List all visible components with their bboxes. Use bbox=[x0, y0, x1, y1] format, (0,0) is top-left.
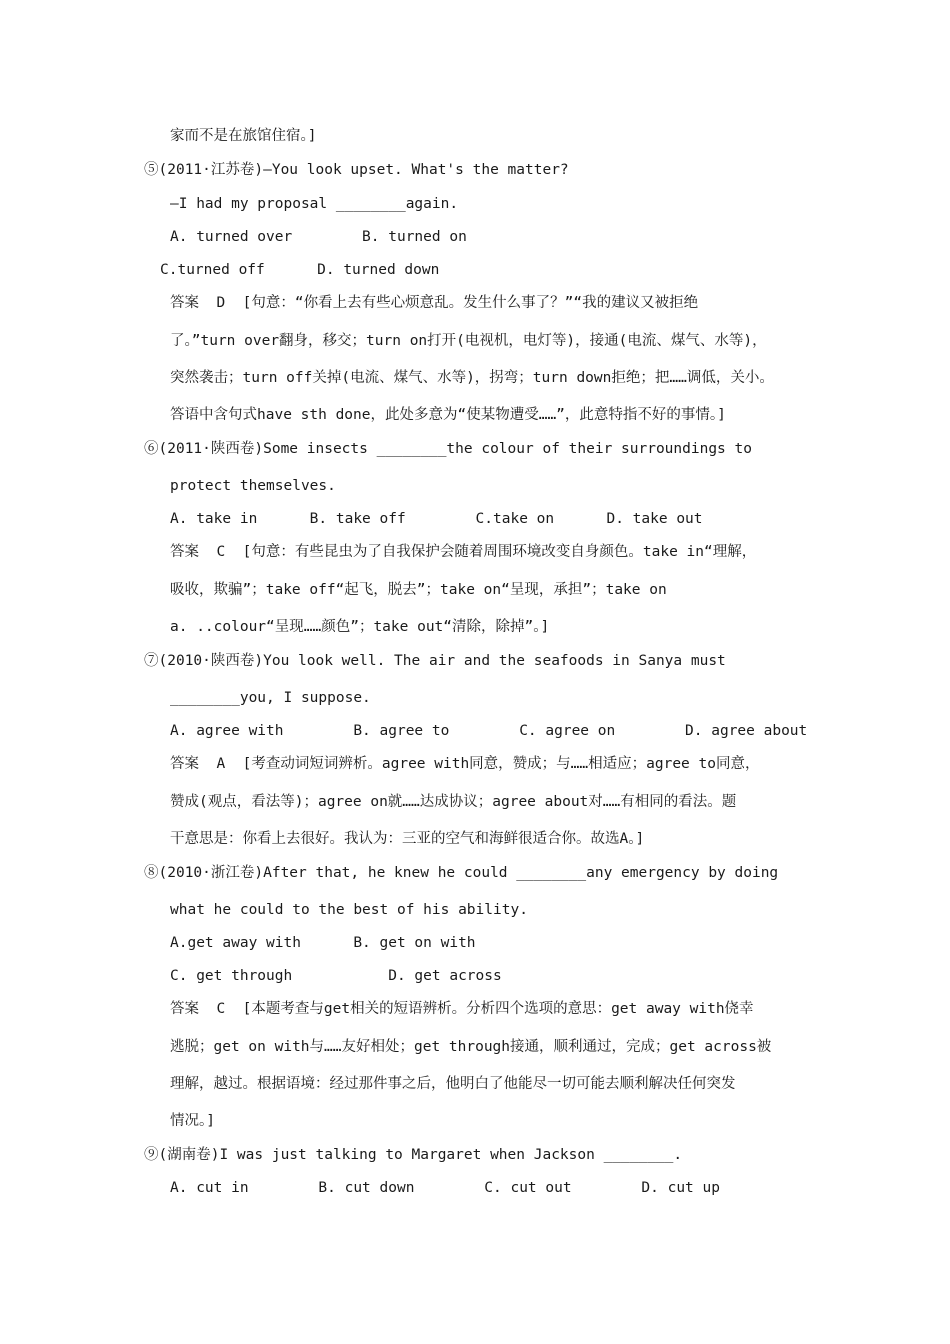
question-9-options: A. cut in B. cut down C. cut out D. cut up bbox=[170, 1180, 720, 1196]
question-5-stem: ⑤(2011·江苏卷)—You look upset. What's the matter? bbox=[144, 162, 569, 178]
question-6-options: A. take in B. take off C.take on D. take out bbox=[170, 511, 703, 527]
question-5-answer-line3: 突然袭击；turn off关掉(电流、煤气、水等)，拐弯；turn down拒绝；把……调低，关小。 bbox=[170, 370, 774, 386]
question-6-answer-line3: a. ..colour“呈现……颜色”；take out“清除，除掉”。] bbox=[170, 619, 550, 635]
question-5-answer-line4: 答语中含句式have sth done，此处多意为“使某物遭受……”，此意特指不好的事情。] bbox=[170, 407, 726, 423]
question-7-options: A. agree with B. agree to C. agree on D. agree about bbox=[170, 723, 808, 739]
question-8-stem: ⑧(2010·浙江卷)After that, he knew he could ________any emergency by doing bbox=[144, 865, 779, 881]
question-5-answer-line2: 了。”turn over翻身，移交；turn on打开(电视机，电灯等)，接通(电流、煤气、水等)， bbox=[170, 333, 767, 349]
question-7-answer-line3: 干意思是：你看上去很好。我认为：三亚的空气和海鲜很适合你。故选A。] bbox=[170, 831, 645, 847]
question-8-answer-line4: 情况。] bbox=[170, 1113, 215, 1129]
question-8-options-ab: A.get away with B. get on with bbox=[170, 935, 476, 951]
question-8-answer-line1: 答案 C [本题考查与get相关的短语辨析。分析四个选项的意思：get away with侥幸 bbox=[170, 1001, 754, 1017]
question-5-options-cd: C.turned off D. turned down bbox=[160, 262, 440, 278]
question-7-answer-line1: 答案 A [考查动词短词辨析。agree with同意，赞成；与……相适应；agree to同意， bbox=[170, 756, 760, 772]
question-8-options-cd: C. get through D. get across bbox=[170, 968, 502, 984]
question-6-answer-line1: 答案 C [句意：有些昆虫为了自我保护会随着周围环境改变自身颜色。take in“理解， bbox=[170, 544, 757, 560]
question-7-answer-line2: 赞成(观点，看法等)；agree on就……达成协议；agree about对……有相同的看法。题 bbox=[170, 794, 737, 810]
question-9-stem: ⑨(湖南卷)I was just talking to Margaret when Jackson ________. bbox=[144, 1147, 683, 1163]
question-8-line2: what he could to the best of his ability. bbox=[170, 902, 528, 918]
question-5-line2: —I had my proposal ________again. bbox=[170, 196, 459, 212]
answer-continuation: 家而不是在旅馆住宿。] bbox=[170, 128, 317, 144]
question-6-line2: protect themselves. bbox=[170, 478, 336, 494]
question-6-answer-line2: 吸收，欺骗”；take off“起飞，脱去”；take on“呈现，承担”；take on bbox=[170, 582, 667, 598]
question-8-answer-line3: 理解，越过。根据语境：经过那件事之后，他明白了他能尽一切可能去顺利解决任何突发 bbox=[170, 1076, 736, 1092]
question-5-answer-line1: 答案 D [句意：“你看上去有些心烦意乱。发生什么事了？”“我的建议又被拒绝 bbox=[170, 295, 699, 311]
question-8-answer-line2: 逃脱；get on with与……友好相处；get through接通，顺利通过，完成；get across被 bbox=[170, 1039, 772, 1055]
question-5-options-ab: A. turned over B. turned on bbox=[170, 229, 467, 245]
question-7-stem: ⑦(2010·陕西卷)You look well. The air and the seafoods in Sanya must bbox=[144, 653, 726, 669]
question-6-stem: ⑥(2011·陕西卷)Some insects ________the colour of their surroundings to bbox=[144, 441, 752, 457]
question-7-line2: ________you, I suppose. bbox=[170, 690, 371, 706]
